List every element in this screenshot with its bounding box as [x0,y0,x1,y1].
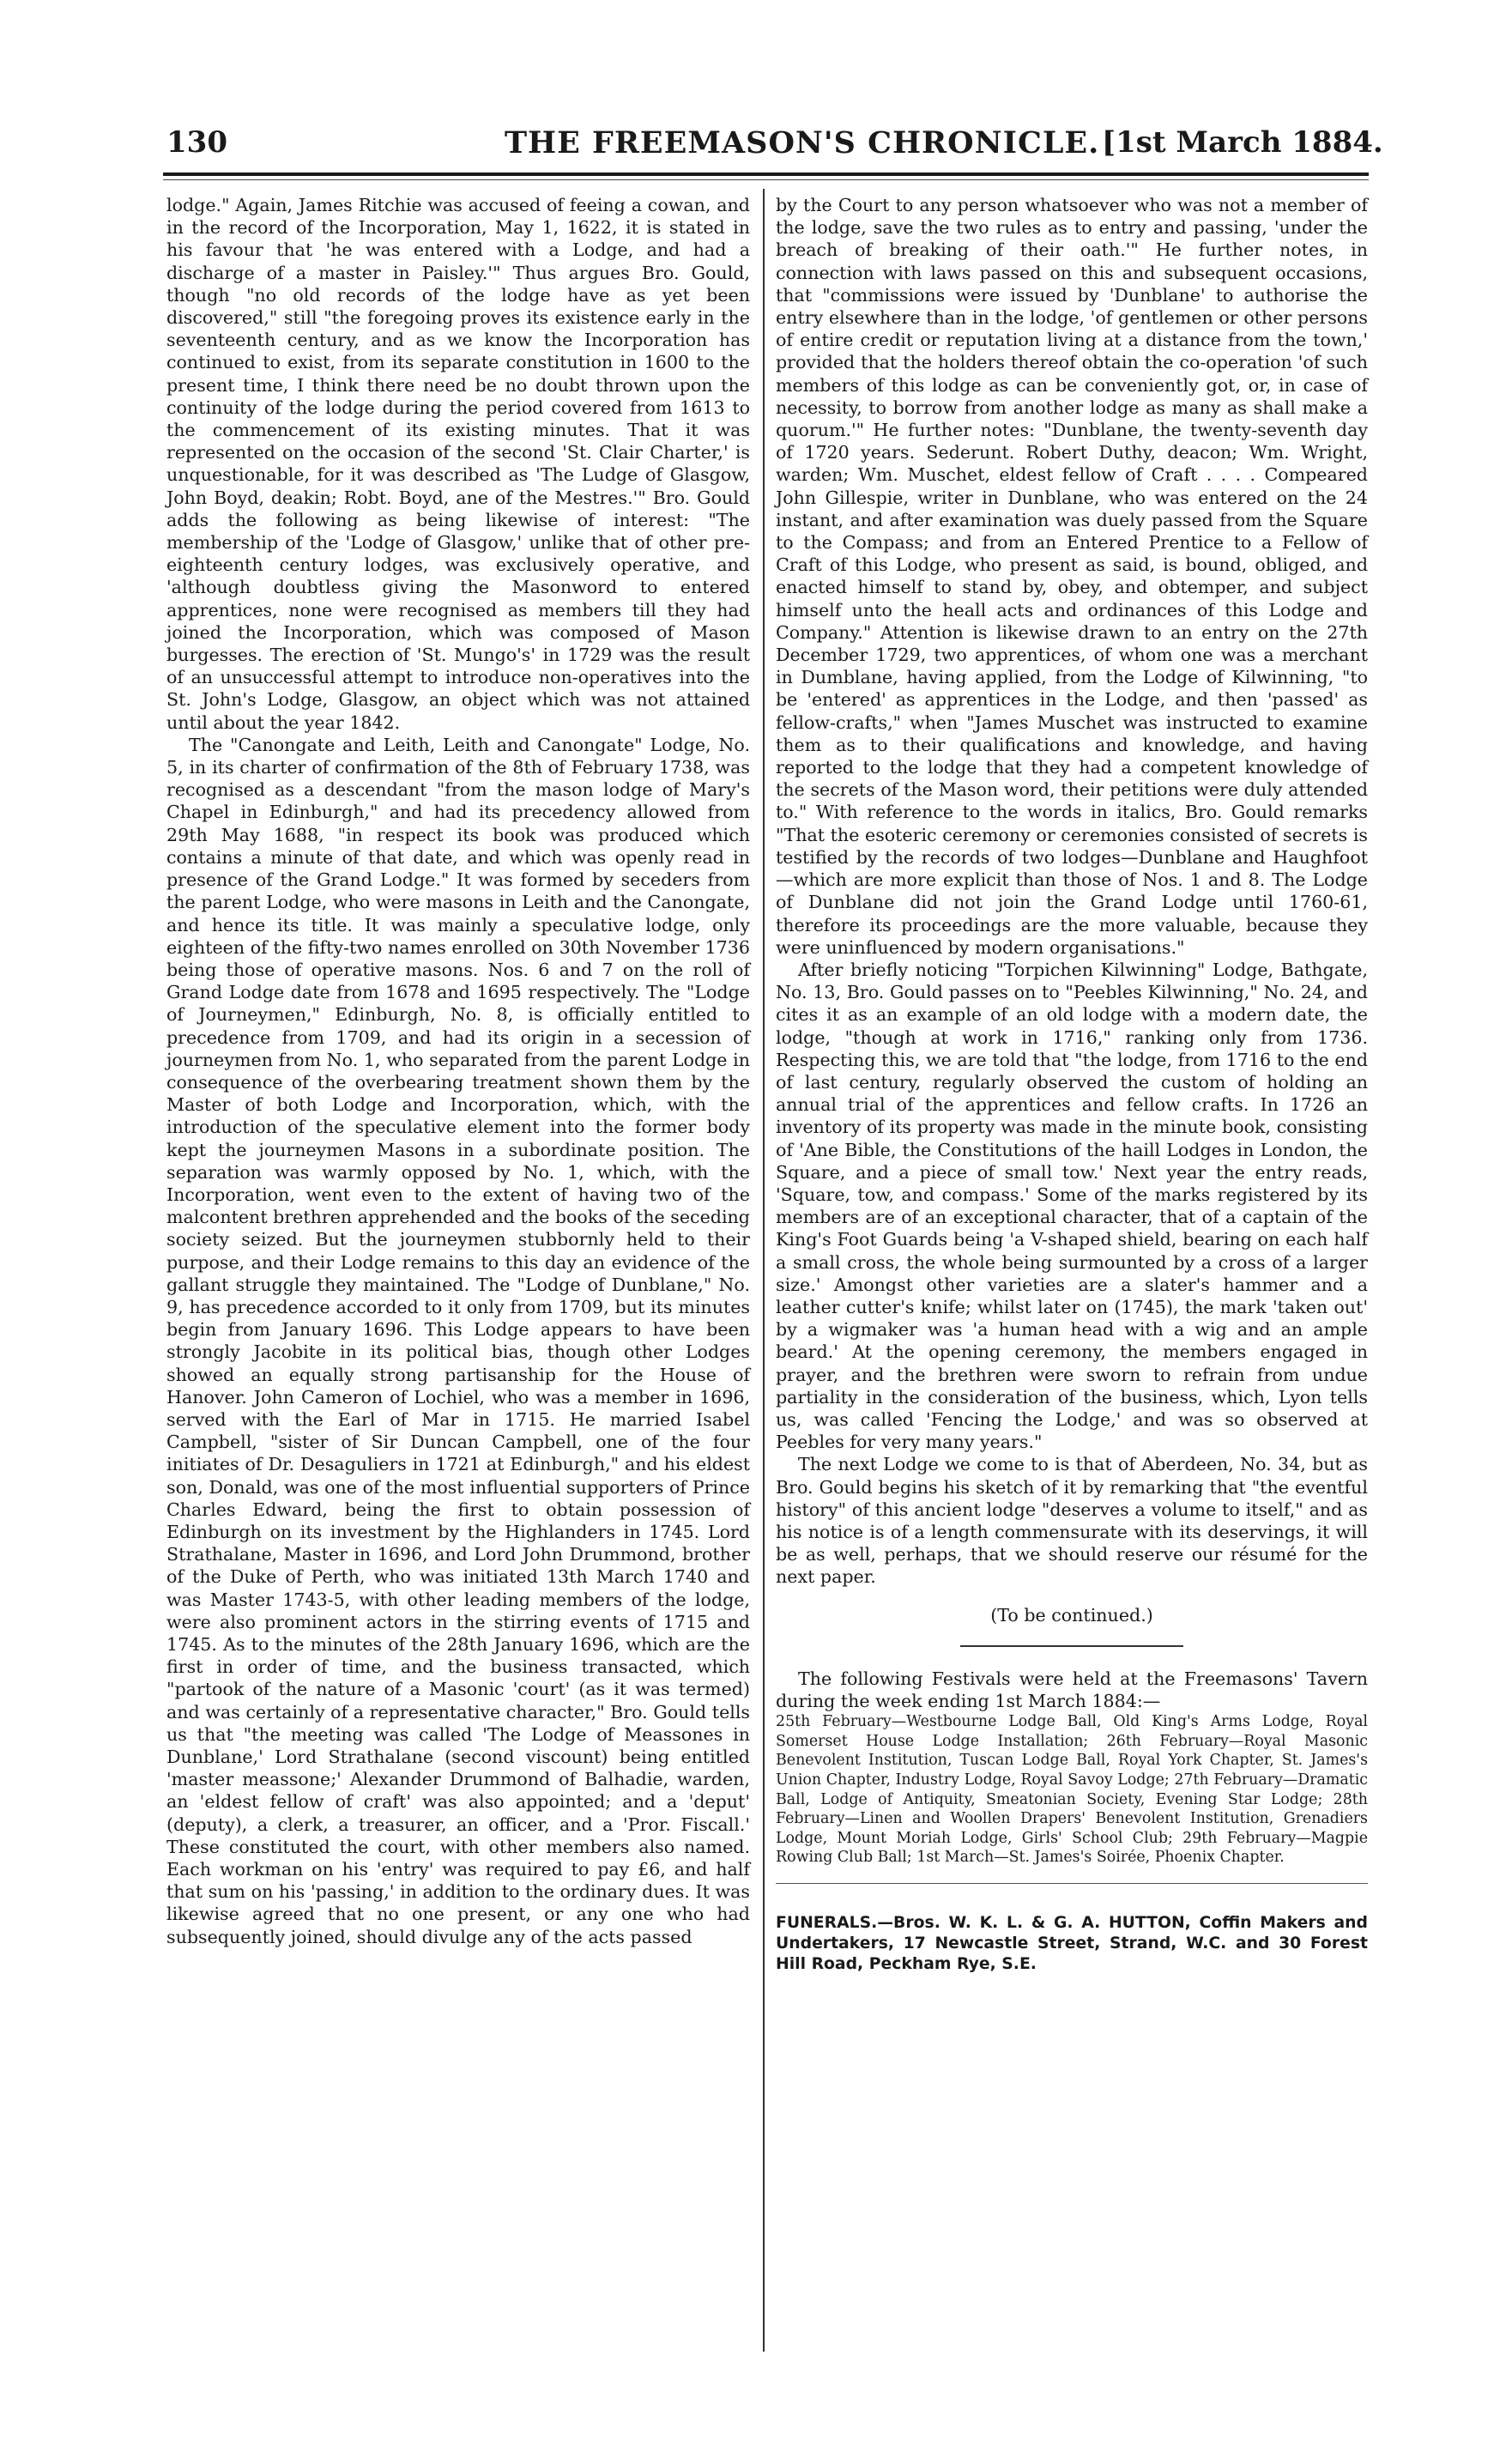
article-paragraph: The "Canongate and Leith, Leith and Canongate" Lodge, No. 5, in its charter of confirmation of the 8th of February 1738, was recognised as a descendant "from the mason lodge of Mary's Chapel in Edinburgh," and had its precedency allowed from 29th May 1688, "in respect its book was produced which contains a minute of that date, and which was openly read in presence of the Grand Lodge." It was formed by seceders from the parent Lodge, who were masons in Leith and the Canongate, and hence its title. It was mainly a speculative lodge, only eighteen of the fifty-two names enrolled on 30th November 1736 being those of operative masons. Nos. 6 and 7 on the roll of Grand Lodge date from 1678 and 1695 respectively. The "Lodge of Journeymen," Edinburgh, No. 8, is officially entitled to precedence from 1709, and had its origin in a secession of journeymen from No. 1, who separated from the parent Lodge in consequence of the overbearing treatment shown them by the Master of both Lodge and Incorporation, which, with the introduction of the speculative element into the former body kept the journeymen Masons in a subordinate position. The separation was warmly opposed by No. 1, which, with the Incorporation, went even to the extent of having two of the malcontent brethren apprehended and the books of the seceding society seized. But the journeymen stubbornly held to their purpose, and their Lodge remains to this day an evidence of the gallant struggle they maintained. The "Lodge of Dunblane," No. 9, has precedence accorded to it only from 1709, but its minutes begin from January 1696. This Lodge appears to have been strongly Jacobite in its political bias, though other Lodges showed an equally strong partisanship for the House of Hanover. John Cameron of Lochiel, who was a member in 1696, served with the Earl of Mar in 1715. He married Isabel Campbell, "sister of Sir Duncan Campbell, one of the four initiates of Dr. Desaguliers in 1721 at Edinburgh," and his eldest son, Donald, was one of the most influential supporters of Prince Charles Edward, being the first to obtain possession of Edinburgh on its investment by the Highlanders in 1745. Lord Strathalane, Master in 1696, and Lord John Drummond, brother of the Duke of Perth, who was initiated 13th March 1740 and was Master 1743-5, with other leading members of the lodge, were also prominent actors in the stirring events of 1715 and 1745. As to the minutes of the 28th January 1696, which are the first in order of time, and the business transacted, which "partook of the nature of a Masonic 'court' (as it was termed) and was certainly of a representative character," Bro. Gould tells us that "the meeting was called 'The Lodge of Meassones in Dunblane,' Lord Strathalane (second viscount) being entitled 'master meassone;' Alexander Drummond of Balhadie, warden, an 'eldest fellow of craft' was also appointed; and a 'deput' (deputy), a clerk, a treasurer, an officer, and a 'Pror. Fiscall.' These constituted the court, with other members also named. Each workman on his 'entry' was required to pay £6, and half that sum on his 'passing,' in addition to the ordinary dues. It was likewise agreed that no one present, or any one who had subsequently joined, should divulge any of the acts passed [166,734,750,1947]
masthead-title: THE FREEMASON'S CHRONICLE. [505,125,1100,160]
header-rule [163,173,1369,176]
funerals-advert: FUNERALS.—Bros. W. K. L. & G. A. HUTTON, Coffin Makers and Undertakers, 17 Newcastle Street, Strand, W.C. and 30 Forest Hill Road, Peckham Rye, S.E. [776,1913,1368,1973]
column-divider [763,189,765,2352]
article-paragraph: by the Court to any person whatsoever who was not a member of the lodge, save the two rules as to entry and passing, 'under the breach of breaking of their oath.'" He further notes, in connection with laws passed on this and subsequent occasions, that "commissions were issued by 'Dunblane' to authorise the entry elsewhere than in the lodge, 'of gentlemen or other persons of entire credit or reputation living at a distance from the town,' provided that the holders thereof obtain the co-operation 'of such members of this lodge as can be conveniently got, or, in case of necessity, to borrow from another lodge as many as shall make a quorum.'" He further notes: "Dunblane, the twenty-seventh day of 1720 years. Sederunt. Robert Duthy, deacon; Wm. Wright, warden; Wm. Muschet, eldest fellow of Craft . . . . Compeared John Gillespie, writer in Dunblane, who was entered on the 24 instant, and after examination was duely passed from the Square to the Compass; and from an Entered Prentice to a Fellow of Craft of this Lodge, who present as said, is bound, obliged, and enacted himself to stand by, obey, and obtemper, and subject himself unto the heall acts and ordinances of this Lodge and Company." Attention is likewise drawn to an entry on the 27th December 1729, two apprentices, of whom one was a merchant in Dumblane, having applied, from the Lodge of Kilwinning, "to be 'entered' as apprentices in the Lodge, and then 'passed' as fellow-crafts," when "James Muschet was instructed to examine them as to their qualifications and knowledge, and having reported to the lodge that they had a competent knowledge of the secrets of the Mason word, their petitions were duly attended to." With reference to the words in italics, Bro. Gould remarks "That the esoteric ceremony or ceremonies consisted of secrets is testified by the records of two lodges—Dunblane and Haughfoot—which are more explicit than those of Nos. 1 and 8. The Lodge of Dunblane did not join the Grand Lodge until 1760-61, therefore its proceedings are the more valuable, because they were uninfluenced by modern organisations." [776,195,1368,958]
festivals-intro: The following Festivals were held at the Freemasons' Tavern during the week ending 1st March 1884:— [776,1668,1368,1711]
right-column [776,194,1368,1975]
article-paragraph: lodge." Again, James Ritchie was accused of feeing a cowan, and in the record of the Incorporation, May 1, 1622, it is stated in his favour that 'he was entered with a Lodge, and had a discharge of a master in Paisley.'" Thus argues Bro. Gould, though "no old records of the lodge have as yet been discovered," still "the foregoing proves its existence early in the seventeenth century, and as we know the Incorporation has continued to exist, from its separate constitution in 1600 to the present time, I think there need be no doubt thrown upon the continuity of the lodge during the period covered from 1613 to the commencement of its existing minutes. That it was represented on the occasion of the second 'St. Clair Charter,' is unquestionable, for it was described as 'The Ludge of Glasgow, John Boyd, deakin; Robt. Boyd, ane of the Mestres.'" Bro. Gould adds the following as being likewise of interest: "The membership of the 'Lodge of Glasgow,' unlike that of other pre-eighteenth century lodges, was exclusively operative, and 'although doubtless giving the Masonword to entered apprentices, none were recognised as members till they had joined the Incorporation, which was composed of Mason burgesses. The erection of 'St. Mungo's' in 1729 was the result of an unsuccessful attempt to introduce non-operatives into the St. John's Lodge, Glasgow, an object which was not attained until about the year 1842. [166,195,750,733]
masthead [166,125,1383,177]
left-column [166,194,750,1948]
article-paragraph: After briefly noticing "Torpichen Kilwinning" Lodge, Bathgate, No. 13, Bro. Gould passes on to "Peebles Kilwinning," No. 24, and cites it as an example of an old lodge with a modern date, the lodge, "though at work in 1716," ranking only from 1736. Respecting this, we are told that "the lodge, from 1716 to the end of last century, regularly observed the custom of holding an annual trial of the apprentices and fellow crafts. In 1726 an inventory of its property was made in the minute book, consisting of 'Ane Bible, the Constitutions of the haill Lodges in London, the Square, and a piece of small tow.' Next year the entry reads, 'Square, tow, and compass.' Some of the marks registered by its members are of an exceptional character, that of a captain of the King's Foot Guards being 'a V-shaped shield, bearing on each half a small cross, the whole being surmounted by a cross of a larger size.' Amongst other varieties are a slater's hammer and a leather cutter's knife; whilst later on (1745), the mark 'taken out' by a wigmaker was 'a human head with a wig and an ample beard.' At the opening ceremony, the members engaged in prayer, and the brethren were sworn to refrain from undue partiality in the consideration of the business, which, Lyon tells us, was called 'Fencing the Lodge,' and was so observed at Peebles for very many years." [776,959,1368,1453]
advert-separator [776,1883,1368,1884]
section-separator [960,1645,1183,1647]
article-paragraph: The next Lodge we come to is that of Aberdeen, No. 34, but as Bro. Gould begins his sketch of it by remarking that "the eventful history" of this ancient lodge "deserves a volume to itself," and as his notice is of a length commensurate with its deservings, it will be as well, perhaps, that we should reserve our résumé for the next paper. [776,1454,1368,1588]
page-number: 130 [166,125,227,160]
festivals-list: 25th February—Westbourne Lodge Ball, Old King's Arms Lodge, Royal Somerset House Lodge Installation; 26th February—Royal Masonic Benevolent Institution, Tuscan Lodge Ball, Royal York Chapter, St. James's Union Chapter, Industry Lodge, Royal Savoy Lodge; 27th February—Dramatic Ball, Lodge of Antiquity, Smeatonian Society, Evening Star Lodge; 28th February—Linen and Woollen Drapers' Benevolent Institution, Grenadiers Lodge, Mount Moriah Lodge, Girls' School Club; 29th February—Magpie Rowing Club Ball; 1st March—St. James's Soirée, Phoenix Chapter. [776,1713,1368,1867]
header-rule-thin [163,179,1369,180]
issue-date: [1st March 1884. [1102,125,1383,160]
continued-note: (To be continued.) [990,1604,1153,1626]
